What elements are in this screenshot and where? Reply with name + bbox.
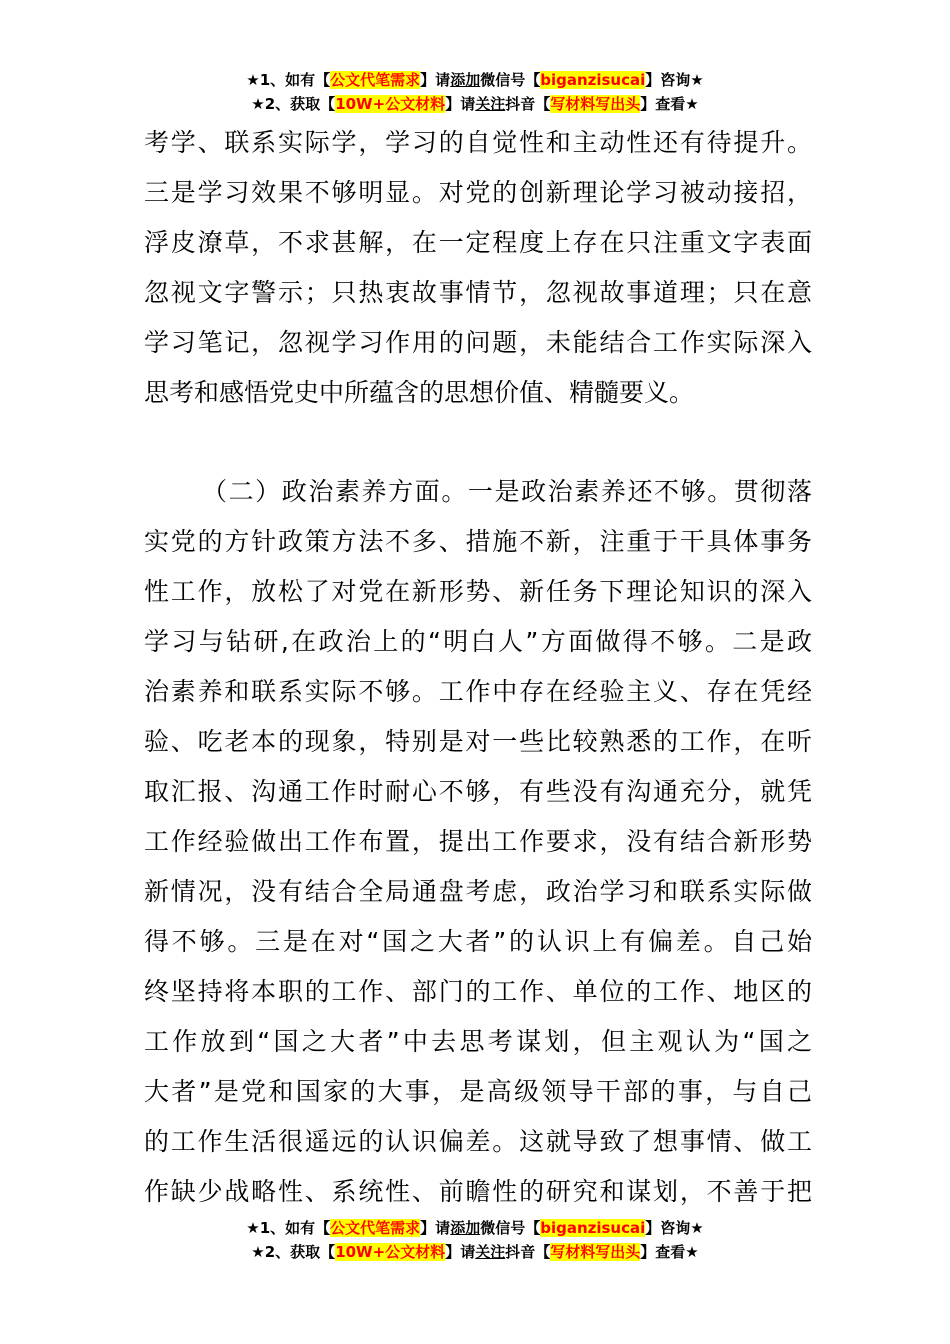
body-line: 得不够。三是在对“国之大者”的认识上有偏差。自己始 <box>144 927 812 956</box>
promo-underlined: 添加 <box>450 1219 481 1237</box>
promo-line-1 <box>0 1216 950 1240</box>
promo-highlight: 公文代笔需求 <box>330 1219 421 1237</box>
promo-text: 】咨询★ <box>645 1219 704 1237</box>
body-line: 工作经验做出工作布置，提出工作要求，没有结合新形势 <box>144 827 812 856</box>
body-line: 大者”是党和国家的大事，是高级领导干部的事，与自己 <box>144 1077 812 1106</box>
promo-text: 微信号【 <box>480 71 541 89</box>
promo-highlight: 10W+公文材料 <box>335 1243 446 1261</box>
body-line: 工作放到“国之大者”中去思考谋划，但主观认为“国之 <box>144 1027 812 1056</box>
promo-text: 】请 <box>445 95 476 113</box>
body-line: 三是学习效果不够明显。对党的创新理论学习被动接招， <box>144 178 812 207</box>
body-line: 思考和感悟党史中所蕴含的思想价值、精髓要义。 <box>144 378 695 407</box>
body-line: 验、吃老本的现象，特别是对一些比较熟悉的工作，在听 <box>144 727 812 756</box>
promo-text: 抖音【 <box>505 95 551 113</box>
body-line: 考学、联系实际学，学习的自觉性和主动性还有待提升。 <box>144 128 812 157</box>
body-line: 学习与钻研,在政治上的“明白人”方面做得不够。二是政 <box>144 627 812 656</box>
promo-line-2 <box>0 92 950 116</box>
promo-text: ★2、获取【 <box>251 95 336 113</box>
promo-text: 】请 <box>420 1219 451 1237</box>
promo-highlight: biganzisucai <box>540 71 646 89</box>
promo-highlight: 公文代笔需求 <box>330 71 421 89</box>
promo-text: ★1、如有【 <box>246 1219 331 1237</box>
body-line: 实党的方针政策方法不多、措施不新，注重于干具体事务 <box>144 527 812 556</box>
paragraph-gap <box>144 418 812 467</box>
promo-banner-top <box>0 68 950 116</box>
promo-text: ★2、获取【 <box>251 1243 336 1261</box>
body-line: 学习笔记，忽视学习作用的问题，未能结合工作实际深入 <box>144 328 812 357</box>
promo-underlined: 关注 <box>475 1243 506 1261</box>
body-line: 治素养和联系实际不够。工作中存在经验主义、存在凭经 <box>144 677 812 706</box>
body-line: 浮皮潦草，不求甚解，在一定程度上存在只注重文字表面 <box>144 228 812 257</box>
body-line: 取汇报、沟通工作时耐心不够，有些没有沟通充分，就凭 <box>144 777 812 806</box>
promo-underlined: 关注 <box>475 95 506 113</box>
body-line: 终坚持将本职的工作、部门的工作、单位的工作、地区的 <box>144 977 812 1006</box>
promo-line-2 <box>0 1240 950 1264</box>
body-line: 忽视文字警示；只热衷故事情节，忽视故事道理；只在意 <box>144 278 812 307</box>
body-line: 作缺少战略性、系统性、前瞻性的研究和谋划，不善于把 <box>144 1177 812 1206</box>
promo-highlight: 写材料写出头 <box>550 1243 641 1261</box>
promo-line-1 <box>0 68 950 92</box>
promo-text: 微信号【 <box>480 1219 541 1237</box>
promo-text: 抖音【 <box>505 1243 551 1261</box>
promo-text: 】咨询★ <box>645 71 704 89</box>
promo-highlight: 10W+公文材料 <box>335 95 446 113</box>
promo-underlined: 添加 <box>450 71 481 89</box>
promo-text: 】查看★ <box>640 95 699 113</box>
promo-banner-bottom <box>0 1216 950 1264</box>
body-line: 的工作生活很遥远的认识偏差。这就导致了想事情、做工 <box>144 1127 812 1156</box>
body-line: 新情况，没有结合全局通盘考虑，政治学习和联系实际做 <box>144 877 812 906</box>
promo-text: ★1、如有【 <box>246 71 331 89</box>
body-line: 性工作，放松了对党在新形势、新任务下理论知识的深入 <box>144 577 812 606</box>
promo-text: 】请 <box>445 1243 476 1261</box>
document-body <box>144 118 812 1217</box>
promo-highlight: biganzisucai <box>540 1219 646 1237</box>
body-line: （二）政治素养方面。一是政治素养还不够。贯彻落 <box>202 477 812 506</box>
promo-text: 】请 <box>420 71 451 89</box>
promo-highlight: 写材料写出头 <box>550 95 641 113</box>
promo-text: 】查看★ <box>640 1243 699 1261</box>
